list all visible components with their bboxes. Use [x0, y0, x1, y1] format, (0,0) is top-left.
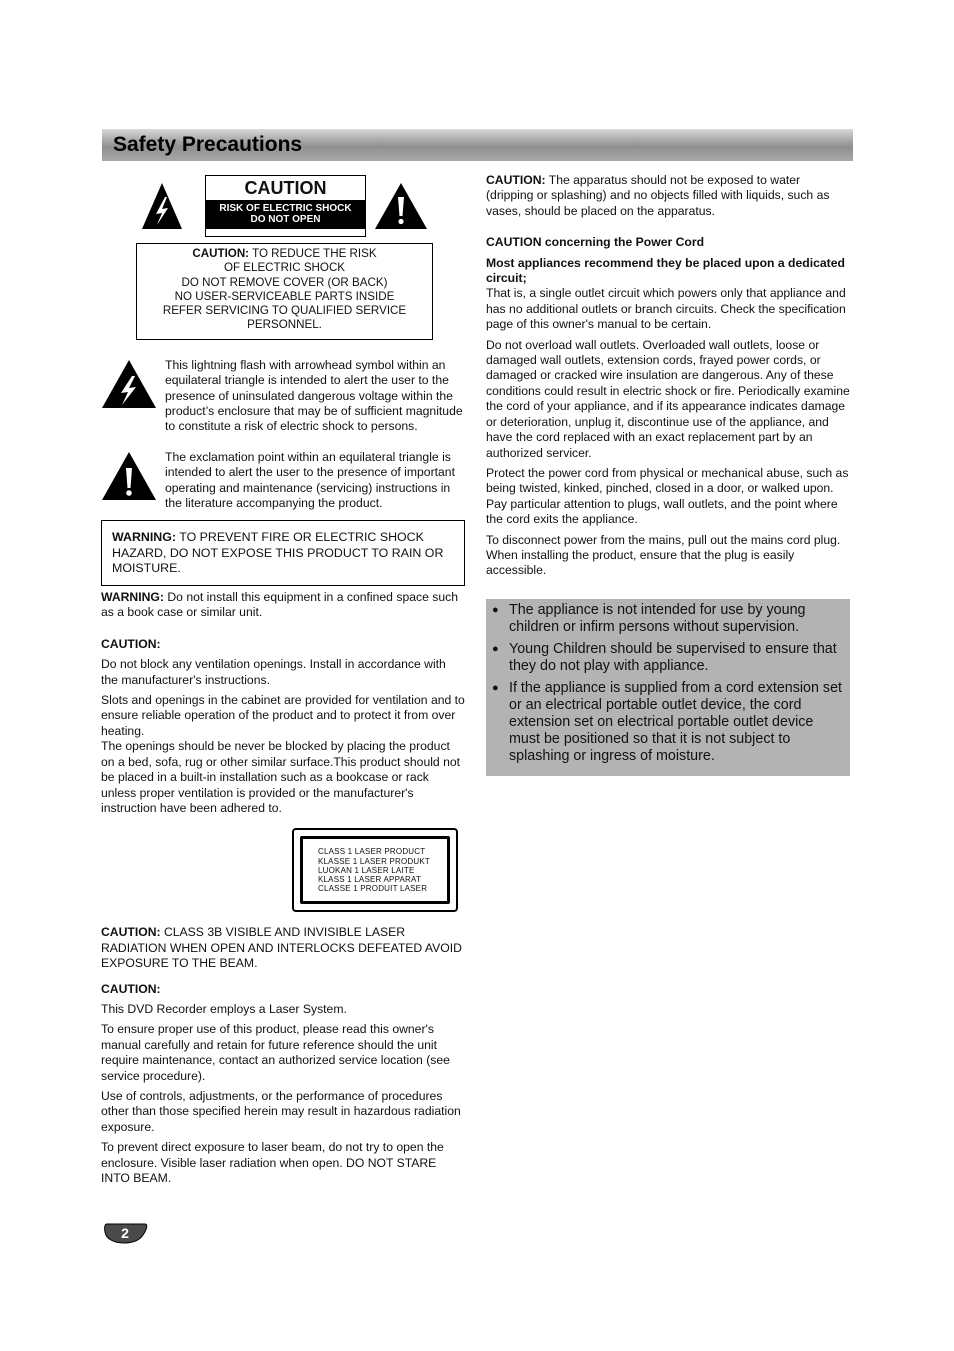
page-number-shape-icon — [104, 1221, 148, 1245]
lightning-warning-icon — [101, 358, 157, 410]
caution-label-line2: DO NOT OPEN — [250, 214, 321, 225]
list-item — [492, 680, 842, 765]
ventilation-paragraph-3: The openings should be never be blocked by placing the product on a bed, sofa, rug or other similar surface.This product should not be placed in a built-in installation such as a bookcase or rack unless proper ventilation is provided or the manufacturer's instruction have been adhered to. — [101, 739, 461, 815]
warning2-bold: WARNING: — [101, 590, 164, 605]
caution-box-line2: OF ELECTRIC SHOCK — [223, 261, 346, 275]
bullet-icon: ● — [492, 642, 499, 655]
lightning-explanation — [101, 358, 465, 435]
bullet-icon: ● — [492, 603, 499, 616]
lightning-warning-icon — [141, 181, 183, 231]
caution-box-line1: TO REDUCE THE RISK — [249, 247, 377, 260]
laser-paragraph-2: To ensure proper use of this product, please read this owner's manual carefully and retain for future reference should the unit require maintenance, contact an authorized service location (see service procedure). — [101, 1022, 450, 1083]
caution-box-line5: REFER SERVICING TO QUALIFIED SERVICE — [162, 304, 407, 318]
power-paragraph-1: That is, a single outlet circuit which powers only that appliance and has no additional outlets or branch circuits. Check the specification page of this owner's manual to be certain. — [486, 286, 846, 332]
caution-box-line3: DO NOT REMOVE COVER (OR BACK) — [181, 275, 388, 289]
power-cord-subheading — [486, 256, 850, 287]
caution-box-line6: PERSONNEL. — [247, 318, 322, 332]
laser-label-line: LUOKAN 1 LASER LAITE — [318, 865, 415, 875]
caution-heading-text: CAUTION: — [101, 636, 161, 651]
warning-box-text: TO PREVENT FIRE OR ELECTRIC SHOCK HAZARD, DO NOT EXPOSE THIS PRODUCT TO RAIN OR MOISTURE. — [112, 530, 444, 575]
right-column — [486, 173, 850, 776]
lightning-explanation-text: This lightning flash with arrowhead symbol within an equilateral triangle is intended to alert the user to the presence of uninsulated dangerous voltage within the product’s enclosure that may be of sufficient magnitude to constitute a risk of electric shock to persons. — [165, 357, 463, 434]
ventilation-paragraph-1: Do not block any ventilation openings. Install in accordance with the manufacturer's instructions. — [101, 657, 446, 687]
left-column — [101, 173, 465, 1186]
warning-box-bold: WARNING: — [112, 530, 177, 545]
caution-label-line1: RISK OF ELECTRIC SHOCK — [219, 203, 352, 214]
laser-paragraph-4: To prevent direct exposure to laser beam, do not try to open the enclosure. Visible laser radiation when open. DO NOT STARE INTO BEAM. — [101, 1140, 444, 1186]
bullet-icon: ● — [492, 681, 499, 694]
laser-caution — [101, 925, 465, 971]
laser-label-line: KLASSE 1 LASER PRODUKT — [318, 856, 430, 866]
power-cord-heading — [486, 235, 850, 250]
warning-confined-space — [101, 590, 465, 621]
page-number: 2 — [121, 1225, 129, 1241]
caution-label — [205, 175, 366, 237]
list-item-text: If the appliance is supplied from a cord extension set or an electrical portable outlet device, the cord extension set on electrical portable outlet device must be positioned so that it is not subject to splashing or ingress of moisture. — [509, 679, 842, 764]
laser-label-line: CLASS 1 LASER PRODUCT — [318, 847, 426, 857]
water-caution — [486, 173, 850, 219]
caution-label-title: CAUTION — [244, 178, 327, 198]
exclamation-warning-icon — [374, 181, 428, 231]
page-number-badge — [104, 1221, 148, 1250]
page-title: Safety Precautions — [113, 133, 303, 156]
laser-caution-bold: CAUTION: — [101, 925, 161, 940]
power-paragraph-2: Do not overload wall outlets. Overloaded wall outlets, loose or damaged wall outlets, extension cords, frayed power cords, or damaged or cracked wire insulation are dangerous. Any of these conditions could result in electric shock or fire. Periodically examine the cord of your appliance, and if its appearance indicates damage or deterioration, unplug it, discontinue use of the appliance, and have the cord replaced with an exact replacement part by an authorized servicer. — [486, 337, 850, 460]
power-paragraph-4: To disconnect power from the mains, pull out the mains cord plug. When installing the product, ensure that the plug is easily accessible. — [486, 532, 841, 578]
warning-box — [101, 520, 465, 586]
caution-box-line4: NO USER-SERVICEABLE PARTS INSIDE — [174, 289, 395, 303]
power-cord-heading-text: CAUTION concerning the Power Cord — [486, 235, 705, 250]
power-cord-subheading-text: Most appliances recommend they be placed upon a dedicated circuit; — [486, 255, 845, 286]
list-item-text: Young Children should be supervised to ensure that they do not play with appliance. — [509, 640, 837, 674]
caution-box-bold: CAUTION: — [192, 247, 250, 260]
laser-label-line: CLASSE 1 PRODUIT LASER — [318, 884, 428, 894]
list-item-text: The appliance is not intended for use by young children or infirm persons without supervision. — [509, 601, 806, 635]
list-item — [492, 641, 842, 675]
laser-product-label — [292, 828, 458, 912]
power-paragraph-3: Protect the power cord from physical or mechanical abuse, such as being twisted, kinked, pinched, closed in a door, or walked upon. Pay particular attention to plugs, wall outlets, and the point where the cord exits the appliance. — [486, 465, 849, 527]
caution-notice-box — [136, 243, 433, 340]
caution2-heading-text: CAUTION: — [101, 981, 161, 996]
exclamation-explanation — [101, 450, 465, 512]
warning2-text: Do not install this equipment in a confined space such as a book case or similar unit. — [101, 590, 458, 620]
exclamation-warning-icon — [101, 450, 157, 502]
laser-paragraph-3: Use of controls, adjustments, or the performance of procedures other than those specified herein may result in hazardous radiation exposure. — [101, 1088, 461, 1134]
caution-label-warning — [206, 200, 365, 229]
ventilation-paragraph-2: Slots and openings in the cabinet are provided for ventilation and to ensure reliable operation of the product and to protect it from over heating. — [101, 693, 465, 738]
exclamation-explanation-text: The exclamation point within an equilateral triangle is intended to alert the user to the presence of important operating and maintenance (servicing) instructions in the literature accompanying the product. — [165, 449, 455, 511]
water-caution-bold: CAUTION: — [486, 173, 546, 187]
caution2-heading — [101, 982, 465, 997]
laser-caution-text: CLASS 3B VISIBLE AND INVISIBLE LASER RADIATION WHEN OPEN AND INTERLOCKS DEFEATED AVOID EXPOSURE TO THE BEAM. — [101, 925, 462, 971]
caution-heading — [101, 637, 465, 652]
water-caution-text: The apparatus should not be exposed to water (dripping or splashing) and no objects filled with liquids, such as vases, should be placed on the apparatus. — [486, 173, 830, 218]
section-header-bar — [102, 129, 853, 161]
laser-paragraph-1: This DVD Recorder employs a Laser System. — [101, 1001, 347, 1016]
laser-label-line: KLASS 1 LASER APPARAT — [318, 874, 422, 884]
caution-label-block — [101, 173, 465, 243]
list-item — [492, 602, 842, 636]
children-notice-box — [486, 599, 850, 776]
